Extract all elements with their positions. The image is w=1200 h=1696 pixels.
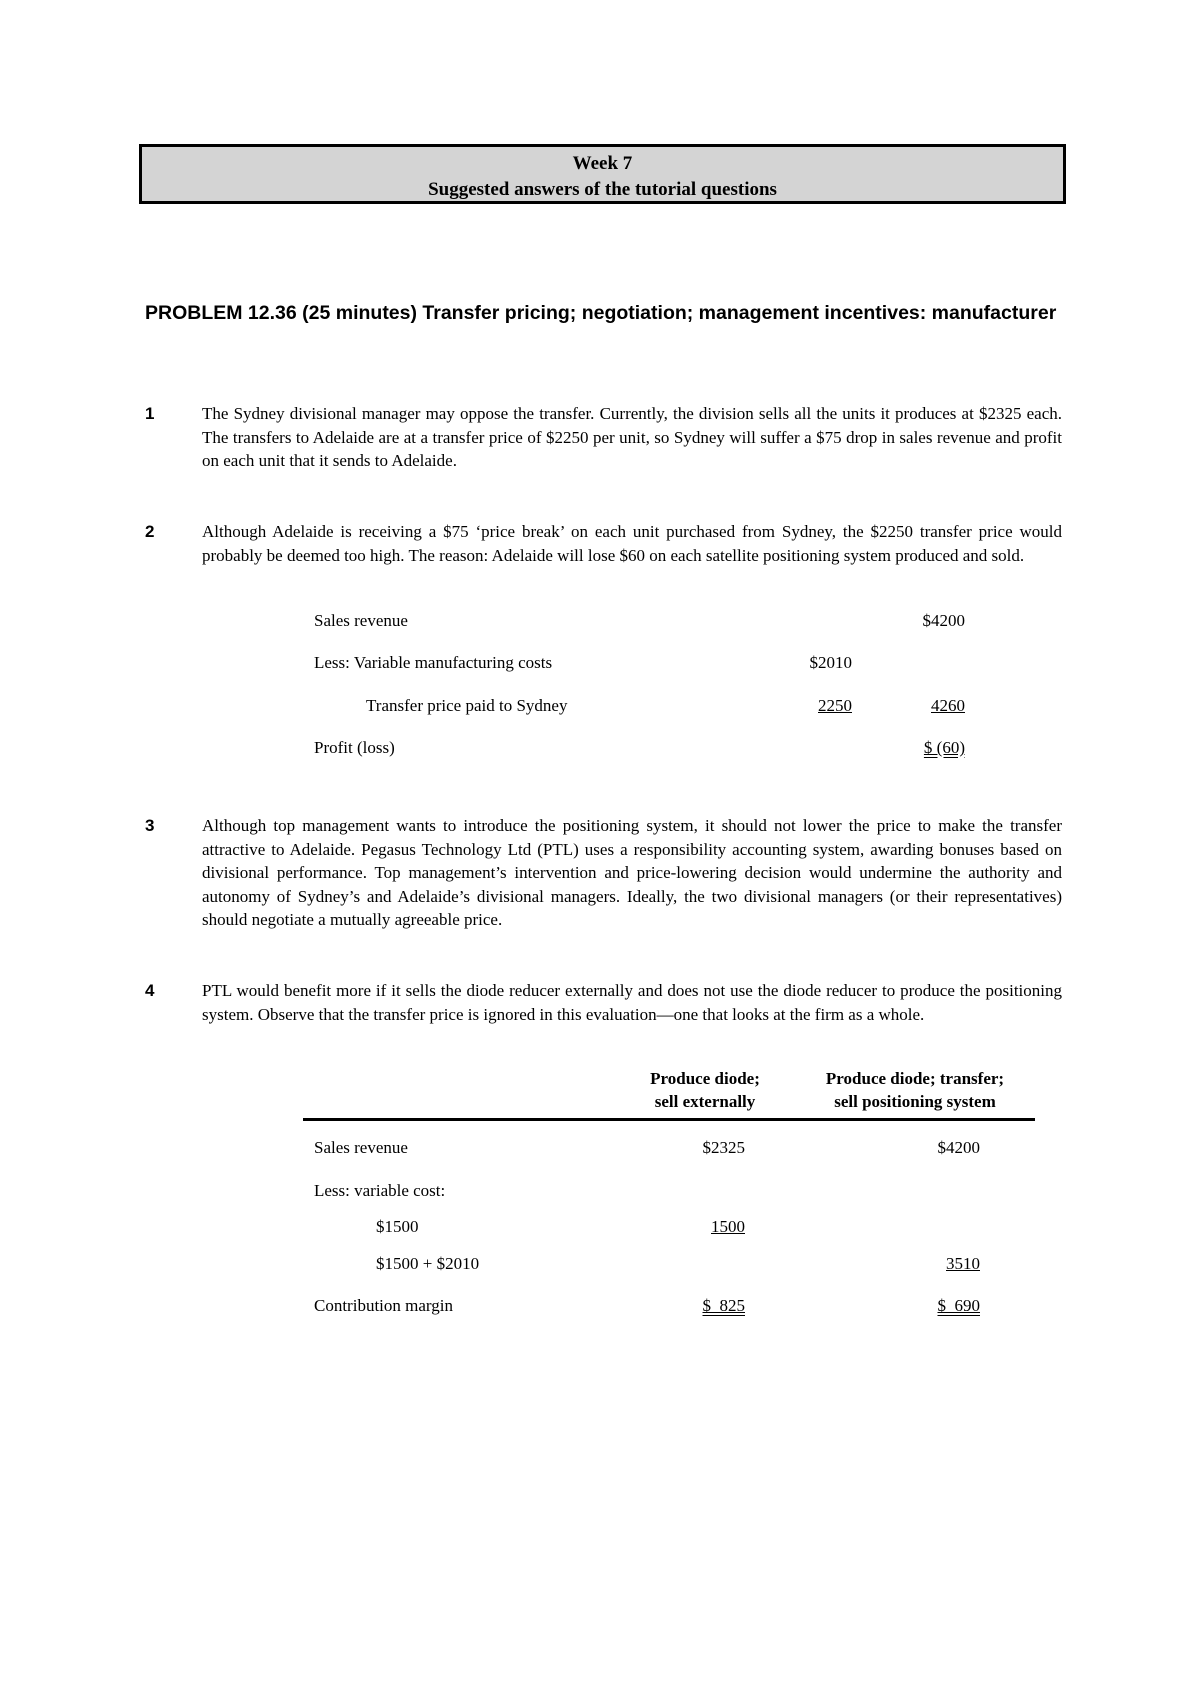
q4-col2-line1: Produce diode; transfer; <box>825 1069 1005 1088</box>
q4-vc2-col2 <box>895 1253 980 1275</box>
question-2-text: Although Adelaide is receiving a $75 ‘price break’ on each unit purchased from Sydney, the $2250 transfer price would probably be deemed too high. The reason: Adelaide will lose $60 on each satellite positioning system produced and sold. <box>202 522 1062 565</box>
q4-column-2-header <box>790 1067 1040 1113</box>
q4-vc2-label: $1500 + $2010 <box>376 1254 480 1273</box>
q4-vc2-col2-text: 3510 <box>946 1254 980 1273</box>
q2-profit-value-text: $ (60) <box>923 738 965 757</box>
problem-title: PROBLEM 12.36 (25 minutes) Transfer pricing; negotiation; management incentives: manufacturer <box>145 302 1057 324</box>
q4-cm-label: Contribution margin <box>314 1296 453 1315</box>
q4-sales-label: Sales revenue <box>314 1138 408 1157</box>
question-1-text: The Sydney divisional manager may oppose the transfer. Currently, the division sells all the units it produces at $2325 each. The transfers to Adelaide are at a transfer price of $2250 per unit, so Sydney will suffer a $75 drop in sales revenue and profit on each unit that it sends to Adelaide. <box>202 404 1062 470</box>
header-box <box>139 144 1066 204</box>
q4-sales-col2: $4200 <box>937 1138 980 1157</box>
q4-vc1-col1 <box>660 1216 745 1238</box>
q4-column-1-header <box>605 1067 805 1113</box>
q2-profit-value <box>880 737 965 759</box>
q4-cm-col1 <box>660 1295 745 1317</box>
question-1-number: 1 <box>145 404 155 423</box>
question-2-number: 2 <box>145 522 155 541</box>
q2-transfer-value-text: 2250 <box>818 696 852 715</box>
question-4-number: 4 <box>145 981 155 1000</box>
q4-cm-col1-text: $ 825 <box>702 1296 745 1315</box>
q2-sales-value: $4200 <box>922 611 965 630</box>
q2-sales-label: Sales revenue <box>314 611 408 630</box>
question-3-text: Although top management wants to introduce the positioning system, it should not lower the price to make the transfer attractive to Adelaide. Pegasus Technology Ltd (PTL) uses a responsibility accounting system, awarding bonuses based on divisional performance. Top management’s intervention and price-lowering decision would undermine the authority and autonomy of Sydney’s and Adelaide’s divisional managers. Ideally, the two divisional managers (or their representatives) should negotiate a mutually agreeable price. <box>202 816 1062 929</box>
q4-col1-line2: sell externally <box>654 1092 756 1111</box>
q2-less-value: $2010 <box>809 653 852 672</box>
header-subtitle: Suggested answers of the tutorial questions <box>428 179 777 200</box>
q2-transfer-total <box>880 695 965 717</box>
q4-table-header-rule <box>303 1118 1035 1121</box>
question-4-text: PTL would benefit more if it sells the diode reducer externally and does not use the diode reducer to produce the positioning system. Observe that the transfer price is ignored in this evaluation—one that looks at the firm as a whole. <box>202 981 1062 1024</box>
q4-vc1-col1-text: 1500 <box>711 1217 745 1236</box>
q4-less-label: Less: variable cost: <box>314 1181 446 1200</box>
q4-col2-line2: sell positioning system <box>834 1092 996 1111</box>
q2-transfer-label: Transfer price paid to Sydney <box>366 696 568 715</box>
q4-col1-line1: Produce diode; <box>650 1069 760 1088</box>
q2-profit-label: Profit (loss) <box>314 738 395 757</box>
q4-sales-col1: $2325 <box>702 1138 745 1157</box>
q2-transfer-value <box>770 695 852 717</box>
q4-cm-col2 <box>895 1295 980 1317</box>
q2-less-label: Less: Variable manufacturing costs <box>314 653 553 672</box>
week-heading: Week 7 <box>572 153 633 174</box>
q2-transfer-total-text: 4260 <box>931 696 965 715</box>
question-3-number: 3 <box>145 816 155 835</box>
q4-vc1-label: $1500 <box>376 1217 419 1236</box>
q4-cm-col2-text: $ 690 <box>937 1296 980 1315</box>
